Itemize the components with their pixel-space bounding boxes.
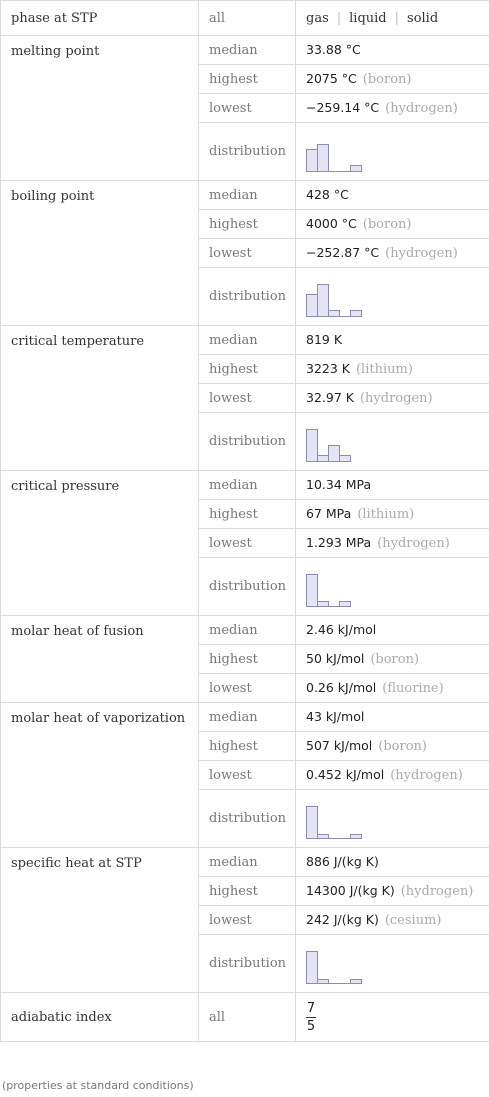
histogram-bar xyxy=(351,834,362,838)
property-name: molar heat of vaporization xyxy=(1,703,199,848)
highest-element: (lithium) xyxy=(355,362,413,377)
stat-value-median xyxy=(296,703,489,732)
lowest-value: 0.26 kJ/mol xyxy=(306,680,377,695)
histogram-bar xyxy=(307,149,318,171)
stat-value-distribution xyxy=(296,558,489,616)
property-name: boiling point xyxy=(1,181,199,326)
highest-element: (boron) xyxy=(362,72,412,87)
histogram-bar xyxy=(351,310,362,316)
stat-label-lowest: lowest xyxy=(199,239,296,268)
stat-label-distribution: distribution xyxy=(199,790,296,848)
stat-value-median xyxy=(296,181,489,210)
lowest-value: 0.452 kJ/mol xyxy=(306,767,385,782)
stat-label-median: median xyxy=(199,471,296,500)
stat-label-median: median xyxy=(199,703,296,732)
property-row-median xyxy=(1,471,489,500)
histogram-bar xyxy=(318,979,329,983)
stat-value-median xyxy=(296,616,489,645)
stat-value-highest xyxy=(296,645,489,674)
stat-value-highest xyxy=(296,355,489,384)
stat-value-distribution xyxy=(296,790,489,848)
adiabatic-fraction xyxy=(306,1001,316,1034)
adiabatic-row xyxy=(1,993,489,1042)
stat-value-lowest xyxy=(296,674,489,703)
stat-value-highest xyxy=(296,877,489,906)
stat-label-distribution: distribution xyxy=(199,558,296,616)
stat-value-highest xyxy=(296,65,489,94)
histogram-bar xyxy=(307,294,318,316)
lowest-element: (hydrogen) xyxy=(377,536,450,551)
fraction-bar xyxy=(306,1017,316,1018)
distribution-histogram xyxy=(306,943,376,985)
median-value: 886 J/(kg K) xyxy=(306,854,379,869)
footnote: (properties at standard conditions) xyxy=(2,1079,194,1092)
highest-value: 4000 °C xyxy=(306,216,357,231)
stat-value-median xyxy=(296,848,489,877)
stat-value-lowest xyxy=(296,529,489,558)
median-value: 10.34 MPa xyxy=(306,477,372,492)
histogram-bar xyxy=(318,284,329,316)
property-row-median xyxy=(1,181,489,210)
lowest-element: (fluorine) xyxy=(382,681,444,696)
median-value: 428 °C xyxy=(306,187,349,202)
highest-element: (boron) xyxy=(362,217,412,232)
histogram-bar xyxy=(307,574,318,606)
median-value: 819 K xyxy=(306,332,343,347)
stat-label-lowest: lowest xyxy=(199,761,296,790)
fraction-denominator: 5 xyxy=(306,1018,316,1034)
lowest-value: −259.14 °C xyxy=(306,100,380,115)
lowest-element: (hydrogen) xyxy=(385,246,458,261)
phase-liquid: liquid xyxy=(349,10,387,26)
adiabatic-scope: all xyxy=(199,993,296,1042)
histogram-bar xyxy=(318,601,329,606)
stat-label-highest: highest xyxy=(199,877,296,906)
stat-label-median: median xyxy=(199,848,296,877)
stat-label-lowest: lowest xyxy=(199,384,296,413)
histogram-bar xyxy=(340,455,351,461)
header-label: phase at STP xyxy=(1,1,199,36)
histogram-bar xyxy=(307,951,318,983)
property-name: specific heat at STP xyxy=(1,848,199,993)
stat-value-median xyxy=(296,36,489,65)
highest-element: (hydrogen) xyxy=(400,884,474,899)
stat-label-distribution: distribution xyxy=(199,268,296,326)
stat-label-highest: highest xyxy=(199,355,296,384)
property-row-median xyxy=(1,326,489,355)
adiabatic-value xyxy=(296,993,489,1042)
phase-solid: solid xyxy=(407,10,439,26)
median-value: 43 kJ/mol xyxy=(306,709,365,724)
histogram-bar xyxy=(307,429,318,461)
stat-value-lowest xyxy=(296,94,489,123)
fraction-numerator: 7 xyxy=(306,1000,316,1016)
highest-value: 2075 °C xyxy=(306,71,357,86)
stat-value-highest xyxy=(296,732,489,761)
histogram-bar xyxy=(318,144,329,171)
header-scope: all xyxy=(199,1,296,36)
stat-label-median: median xyxy=(199,326,296,355)
distribution-histogram xyxy=(306,131,376,173)
stat-label-highest: highest xyxy=(199,65,296,94)
property-name: adiabatic index xyxy=(1,993,199,1042)
lowest-element: (hydrogen) xyxy=(385,101,458,116)
stat-value-distribution xyxy=(296,123,489,181)
stat-value-distribution xyxy=(296,935,489,993)
stat-value-highest xyxy=(296,210,489,239)
stat-label-median: median xyxy=(199,36,296,65)
property-row-median xyxy=(1,36,489,65)
highest-value: 67 MPa xyxy=(306,506,352,521)
lowest-element: (hydrogen) xyxy=(359,391,433,406)
stat-value-lowest xyxy=(296,384,489,413)
header-phases: gas | liquid | solid xyxy=(296,1,489,36)
highest-element: (lithium) xyxy=(357,507,415,522)
stat-value-lowest xyxy=(296,239,489,268)
stat-label-distribution: distribution xyxy=(199,413,296,471)
stat-label-distribution: distribution xyxy=(199,123,296,181)
distribution-histogram xyxy=(306,421,376,463)
histogram-bar xyxy=(329,445,340,461)
lowest-element: (cesium) xyxy=(384,913,442,928)
distribution-histogram xyxy=(306,566,376,608)
histogram-bar xyxy=(318,455,329,461)
stat-value-median xyxy=(296,326,489,355)
lowest-value: 242 J/(kg K) xyxy=(306,912,379,927)
stat-value-median xyxy=(296,471,489,500)
stat-label-lowest: lowest xyxy=(199,674,296,703)
histogram-bar xyxy=(351,165,362,171)
median-value: 2.46 kJ/mol xyxy=(306,622,377,637)
highest-value: 14300 J/(kg K) xyxy=(306,883,395,898)
stat-label-highest: highest xyxy=(199,732,296,761)
highest-element: (boron) xyxy=(378,739,427,754)
lowest-value: 32.97 K xyxy=(306,390,354,405)
lowest-value: −252.87 °C xyxy=(306,245,380,260)
highest-value: 3223 K xyxy=(306,361,350,376)
stat-label-distribution: distribution xyxy=(199,935,296,993)
lowest-value: 1.293 MPa xyxy=(306,535,372,550)
histogram-bar xyxy=(351,979,362,983)
phase-gas: gas xyxy=(306,10,329,26)
property-name: critical pressure xyxy=(1,471,199,616)
stat-value-distribution xyxy=(296,268,489,326)
property-row-median xyxy=(1,703,489,732)
stat-label-highest: highest xyxy=(199,210,296,239)
histogram-bar xyxy=(318,834,329,838)
stat-label-median: median xyxy=(199,616,296,645)
median-value: 33.88 °C xyxy=(306,42,361,57)
property-name: critical temperature xyxy=(1,326,199,471)
property-row-median xyxy=(1,848,489,877)
stat-label-highest: highest xyxy=(199,645,296,674)
highest-value: 507 kJ/mol xyxy=(306,738,373,753)
lowest-element: (hydrogen) xyxy=(390,768,463,783)
stat-label-lowest: lowest xyxy=(199,94,296,123)
stat-label-highest: highest xyxy=(199,500,296,529)
stat-value-highest xyxy=(296,500,489,529)
highest-value: 50 kJ/mol xyxy=(306,651,365,666)
distribution-histogram xyxy=(306,276,376,318)
property-row-median xyxy=(1,616,489,645)
header-row xyxy=(1,1,489,36)
stat-value-distribution xyxy=(296,413,489,471)
distribution-histogram xyxy=(306,798,376,840)
highest-element: (boron) xyxy=(370,652,420,667)
stat-value-lowest xyxy=(296,761,489,790)
property-name: molar heat of fusion xyxy=(1,616,199,703)
stat-value-lowest xyxy=(296,906,489,935)
histogram-bar xyxy=(340,601,351,606)
property-name: melting point xyxy=(1,36,199,181)
stat-label-median: median xyxy=(199,181,296,210)
histogram-bar xyxy=(329,310,340,316)
histogram-bar xyxy=(307,806,318,838)
stat-label-lowest: lowest xyxy=(199,906,296,935)
stat-label-lowest: lowest xyxy=(199,529,296,558)
